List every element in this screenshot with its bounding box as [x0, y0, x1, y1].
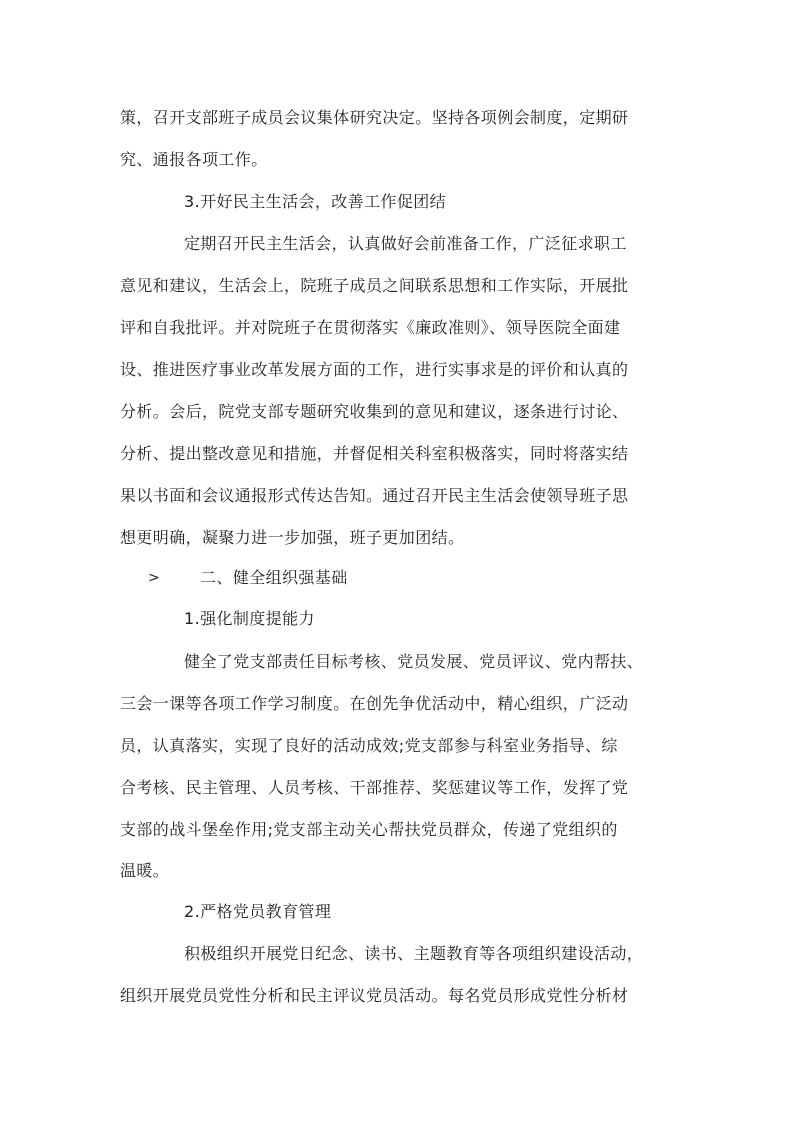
paragraph-line: 积极组织开展党日纪念、读书、主题教育等各项组织建设活动， — [184, 944, 644, 963]
paragraph-line: 合考核、民主管理、人员考核、干部推荐、奖惩建议等工作，发挥了党 — [120, 778, 629, 797]
paragraph-line: 组织开展党员党性分析和民主评议党员活动。每名党员形成党性分析材 — [120, 986, 629, 1005]
paragraph-line: 分析。会后，院党支部专题研究收集到的意见和建议，逐条进行讨论、 — [120, 402, 629, 421]
section-heading: 二、健全组织强基础 — [200, 568, 348, 587]
paragraph-line: 评和自我批评。并对院班子在贯彻落实《廉政准则》、领导医院全面建 — [120, 318, 621, 337]
paragraph-line: 支部的战斗堡垒作用;党支部主动关心帮扶党员群众，传递了党组织的 — [120, 820, 618, 839]
subheading-3: 3.开好民主生活会，改善工作促团结 — [184, 192, 447, 211]
paragraph-line: 三会一课等各项工作学习制度。在创先争优活动中，精心组织，广泛动 — [120, 694, 629, 713]
paragraph-line: 分析、提出整改意见和措施，并督促相关科室积极落实，同时将落实结 — [120, 444, 629, 463]
paragraph-line: 健全了党支部责任目标考核、党员发展、党员评议、党内帮扶、 — [184, 652, 644, 671]
heading-bullet-icon: > — [148, 570, 160, 586]
paragraph-line: 果以书面和会议通报形式传达告知。通过召开民主生活会使领导班子思 — [120, 486, 629, 505]
paragraph-line: 策，召开支部班子成员会议集体研究决定。坚持各项例会制度，定期研 — [120, 108, 629, 127]
paragraph-line: 想更明确，凝聚力进一步加强，班子更加团结。 — [120, 528, 465, 547]
paragraph-line: 意见和建议，生活会上，院班子成员之间联系思想和工作实际，开展批 — [120, 276, 629, 295]
paragraph-line: 员，认真落实，实现了良好的活动成效;党支部参与科室业务指导、综 — [120, 736, 618, 755]
paragraph-line: 究、通报各项工作。 — [120, 150, 268, 169]
subheading-1: 1.强化制度提能力 — [184, 609, 315, 628]
paragraph-line: 温暖。 — [120, 861, 170, 880]
paragraph-line: 定期召开民主生活会，认真做好会前准备工作，广泛征求职工 — [184, 234, 627, 253]
subheading-2: 2.严格党员教育管理 — [184, 902, 332, 921]
paragraph-line: 设、推进医疗事业改革发展方面的工作，进行实事求是的评价和认真的 — [120, 360, 629, 379]
